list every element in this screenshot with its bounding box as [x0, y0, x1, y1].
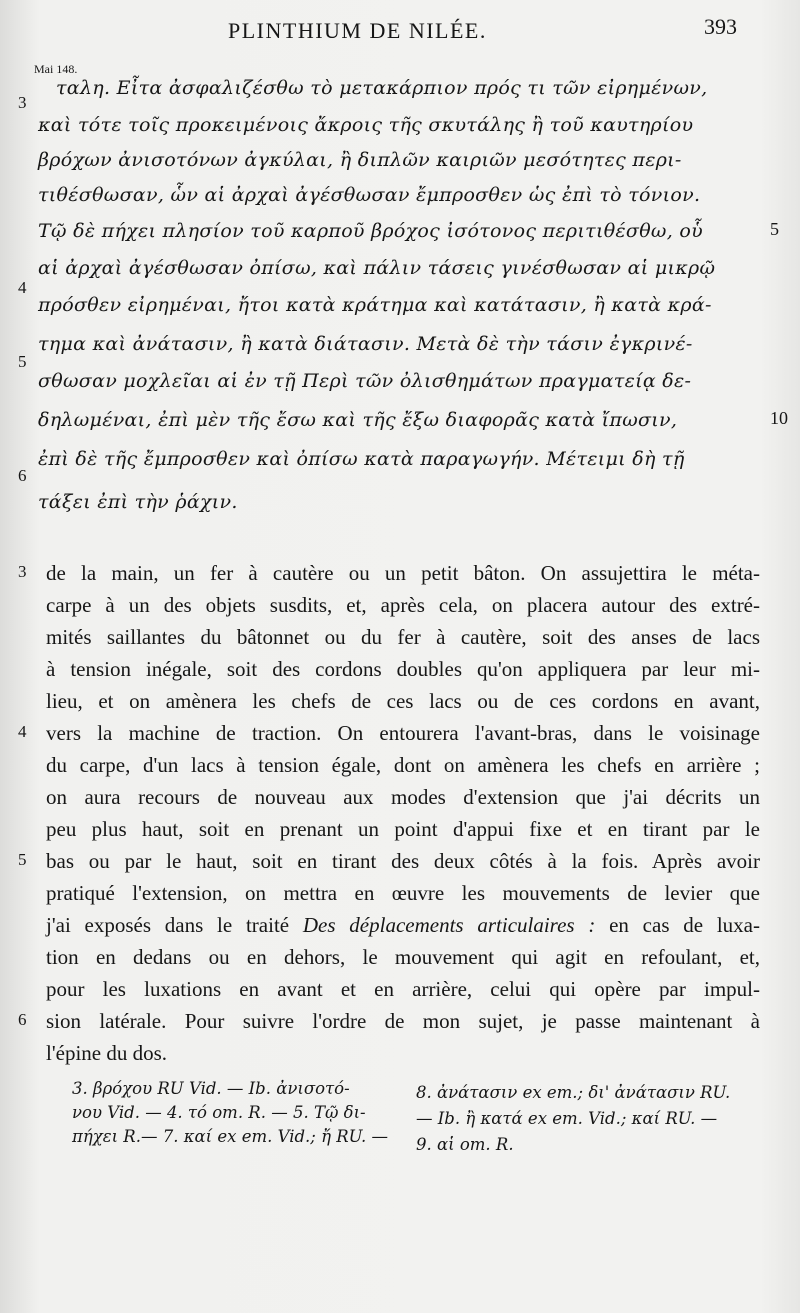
greek-verse-number: 10: [770, 408, 788, 428]
greek-line: αἱ ἀρχαὶ ἀγέσθωσαν ὀπίσω, καὶ πάλιν τάσεις γινέσθωσαν αἱ μικρῷ: [38, 257, 716, 279]
footnote-line: [72, 1078, 392, 1100]
greek-line: δηλωμέναι, ἐπὶ μὲν τῆς ἔσω καὶ τῆς ἔξω διαφορᾶς κατὰ ἴπωσιν,: [38, 409, 678, 431]
french-line: pratiqué l'extension, on mettra en œuvre les mouvements de levier que: [46, 881, 760, 905]
footnote-text: — Ib. ἢ κατά ex em. Vid.; καί RU. —: [416, 1109, 718, 1128]
footnote-line: [416, 1108, 766, 1130]
french-line: lieu, et on amènera les chefs de ces lacs ou de ces cordons en avant,: [46, 689, 760, 713]
french-line: l'épine du dos.: [46, 1041, 168, 1065]
footnote-text: πήχει R.— 7. καί ex em. Vid.; ἤ RU. —: [72, 1127, 389, 1146]
footnote-text: 3. βρόχου RU Vid. — Ib. ἀνισοτό-: [72, 1079, 350, 1098]
greek-line: πρόσθεν εἰρημέναι, ἤτοι κατὰ κράτημα καὶ κατάτασιν, ἢ κατὰ κρά-: [38, 294, 712, 316]
greek-line: τάξει ἐπὶ τὴν ῥάχιν.: [38, 491, 238, 513]
greek-line: βρόχων ἀνισοτόνων ἀγκύλαι, ἢ διπλῶν καιριῶν μεσότητες περι-: [38, 149, 682, 171]
treatise-title: Des déplacements articulaires :: [302, 913, 596, 937]
greek-line: ἐπὶ δὲ τῆς ἔμπροσθεν καὶ ὀπίσω κατὰ παραγωγήν. Μέτειμι δὴ τῇ: [38, 448, 685, 470]
page-header: [0, 12, 800, 46]
footnote-line: [72, 1102, 392, 1124]
greek-line-number: 3: [18, 93, 27, 112]
french-line-number: 5: [18, 850, 27, 869]
footnote-line: [416, 1134, 766, 1156]
french-line-start: j'ai exposés dans le traité: [46, 913, 290, 937]
greek-line-number: 4: [18, 278, 27, 297]
greek-line: τημα καὶ ἀνάτασιν, ἢ κατὰ διάτασιν. Μετὰ δὲ τὴν τάσιν ἐγκρινέ-: [38, 333, 693, 355]
greek-line-number: 6: [18, 466, 27, 485]
french-line: tion en dedans ou en dehors, le mouvement qui agit en refoulant, et,: [46, 945, 760, 969]
greek-line: ταλη. Εἶτα ἀσφαλιζέσθω τὸ μετακάρπιον πρός τι τῶν εἰρημένων,: [56, 77, 708, 99]
margin-note: Mai 148.: [34, 62, 78, 76]
french-line: peu plus haut, soit en prenant un point d'appui fixe et en tirant par le: [46, 817, 760, 841]
french-line: sion latérale. Pour suivre l'ordre de mon sujet, je passe maintenant à: [46, 1009, 760, 1033]
french-line: [46, 912, 760, 938]
french-line: de la main, un fer à cautère ou un petit bâton. On assujettira le méta-: [46, 561, 760, 585]
french-line: vers la machine de traction. On entourera l'avant-bras, dans le voisinage: [46, 721, 760, 745]
footnote-text: 9. αἱ om. R.: [416, 1135, 514, 1154]
greek-line-number: 5: [18, 352, 27, 371]
french-line-number: 4: [18, 722, 27, 741]
french-line: carpe à un des objets susdits, et, après cela, on placera autour des extré-: [46, 593, 760, 617]
french-line-end: en cas de luxa-: [609, 913, 760, 937]
french-line: du carpe, d'un lacs à tension égale, dont on amènera les chefs en arrière ;: [46, 753, 760, 777]
footnote-text: νου Vid. — 4. τό om. R. — 5. Τῷ δι-: [72, 1103, 366, 1122]
french-line: à tension inégale, soit des cordons doubles qu'on appliquera par leur mi-: [46, 657, 760, 681]
page-number: 393: [704, 14, 737, 39]
french-line: on aura recours de nouveau aux modes d'extension que j'ai décrits un: [46, 785, 760, 809]
running-title: PLINTHIUM DE NILÉE.: [228, 18, 487, 43]
french-line: bas ou par le haut, soit en tirant des deux côtés à la fois. Après avoir: [46, 849, 760, 873]
french-line-number: 3: [18, 562, 27, 581]
greek-line: καὶ τότε τοῖς προκειμένοις ἄκροις τῆς σκυτάλης ἢ τοῦ καυτηρίου: [38, 114, 694, 136]
greek-line: Τῷ δὲ πήχει πλησίον τοῦ καρποῦ βρόχος ἰσότονος περιτιθέσθω, οὗ: [38, 220, 703, 242]
greek-line: σθωσαν μοχλεῖαι αἱ ἐν τῇ Περὶ τῶν ὀλισθημάτων πραγματείᾳ δε-: [38, 370, 692, 392]
greek-line: τιθέσθωσαν, ὧν αἱ ἀρχαὶ ἀγέσθωσαν ἔμπροσθεν ὡς ἐπὶ τὸ τόνιον.: [38, 184, 701, 206]
greek-verse-number: 5: [770, 219, 779, 239]
footnote-line: [416, 1082, 766, 1104]
french-line: mités saillantes du bâtonnet ou du fer à cautère, soit des anses de lacs: [46, 625, 760, 649]
footnote-text: 8. ἀνάτασιν ex em.; δι' ἀνάτασιν RU.: [416, 1083, 731, 1102]
french-line: pour les luxations en avant et en arrière, celui qui opère par impul-: [46, 977, 760, 1001]
footnote-line: [72, 1126, 392, 1148]
french-line-number: 6: [18, 1010, 27, 1029]
